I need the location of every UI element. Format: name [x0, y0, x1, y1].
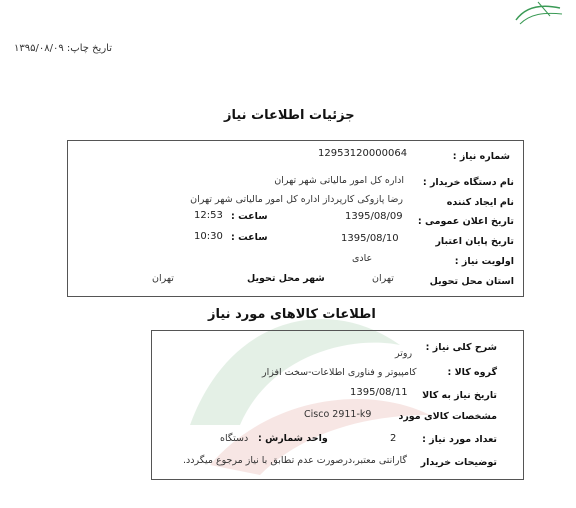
spec: Cisco 2911-k9: [304, 409, 372, 420]
qty-label: تعداد مورد نیاز :: [422, 434, 497, 445]
page-title: جزئیات اطلاعات نیاز: [224, 108, 355, 123]
print-date: [14, 43, 112, 54]
delivery-city-label: شهر محل تحویل: [247, 273, 325, 284]
priority-label: اولویت نیاز :: [454, 256, 514, 267]
deadline-date: 1395/08/10: [341, 233, 399, 244]
buyer-org-label: نام دستگاه خریدار :: [422, 177, 514, 188]
announce-date-label: تاریخ اعلان عمومی :: [417, 216, 514, 227]
qty: 2: [390, 433, 397, 444]
unit: دستگاه: [220, 433, 249, 444]
general-desc: روتر: [395, 348, 413, 359]
need-date: 1395/08/11: [350, 387, 408, 398]
group: کامپیوتر و فناوری اطلاعات-سخت افزار: [262, 367, 417, 378]
need-number-label: شماره نیاز :: [452, 151, 510, 162]
buyer-notes: گارانتی معتبر،درصورت عدم تطابق با نیاز مرجوع میگردد.: [183, 455, 407, 466]
buyer-org: اداره کل امور مالیاتی شهر تهران: [274, 175, 404, 186]
announce-time: 12:53: [194, 210, 223, 221]
general-desc-label: شرح کلی نیاز :: [425, 342, 497, 353]
group-label: گروه کالا :: [447, 367, 497, 378]
announce-date: 1395/08/09: [345, 211, 403, 222]
deadline-time: 10:30: [194, 231, 223, 242]
deadline-time-label: ساعت :: [231, 232, 268, 243]
need-date-label: تاریخ نیاز به کالا: [422, 390, 497, 401]
announce-time-label: ساعت :: [231, 211, 268, 222]
delivery-city: تهران: [152, 273, 174, 284]
unit-label: واحد شمارش :: [258, 433, 328, 444]
creator: رضا پازوکی کارپرداز اداره کل امور مالیاتی شهر تهران: [190, 194, 403, 205]
print-date-label: تاریخ چاپ:: [66, 43, 112, 54]
creator-label: نام ایجاد کننده: [446, 197, 514, 208]
spec-label: مشخصات کالای مورد: [398, 411, 497, 422]
print-date-value: ۱۳۹۵/۰۸/۰۹: [14, 43, 64, 54]
logo-icon: [508, 0, 568, 26]
items-title: اطلاعات کالاهای مورد نیاز: [208, 307, 376, 322]
need-number: 12953120000064: [318, 148, 408, 159]
delivery-province-label: استان محل تحویل: [429, 276, 514, 287]
delivery-province: تهران: [372, 273, 394, 284]
deadline-label: تاریخ پایان اعتبار: [435, 236, 514, 247]
priority: عادی: [352, 253, 373, 264]
buyer-notes-label: توضیحات خریدار: [420, 457, 497, 468]
